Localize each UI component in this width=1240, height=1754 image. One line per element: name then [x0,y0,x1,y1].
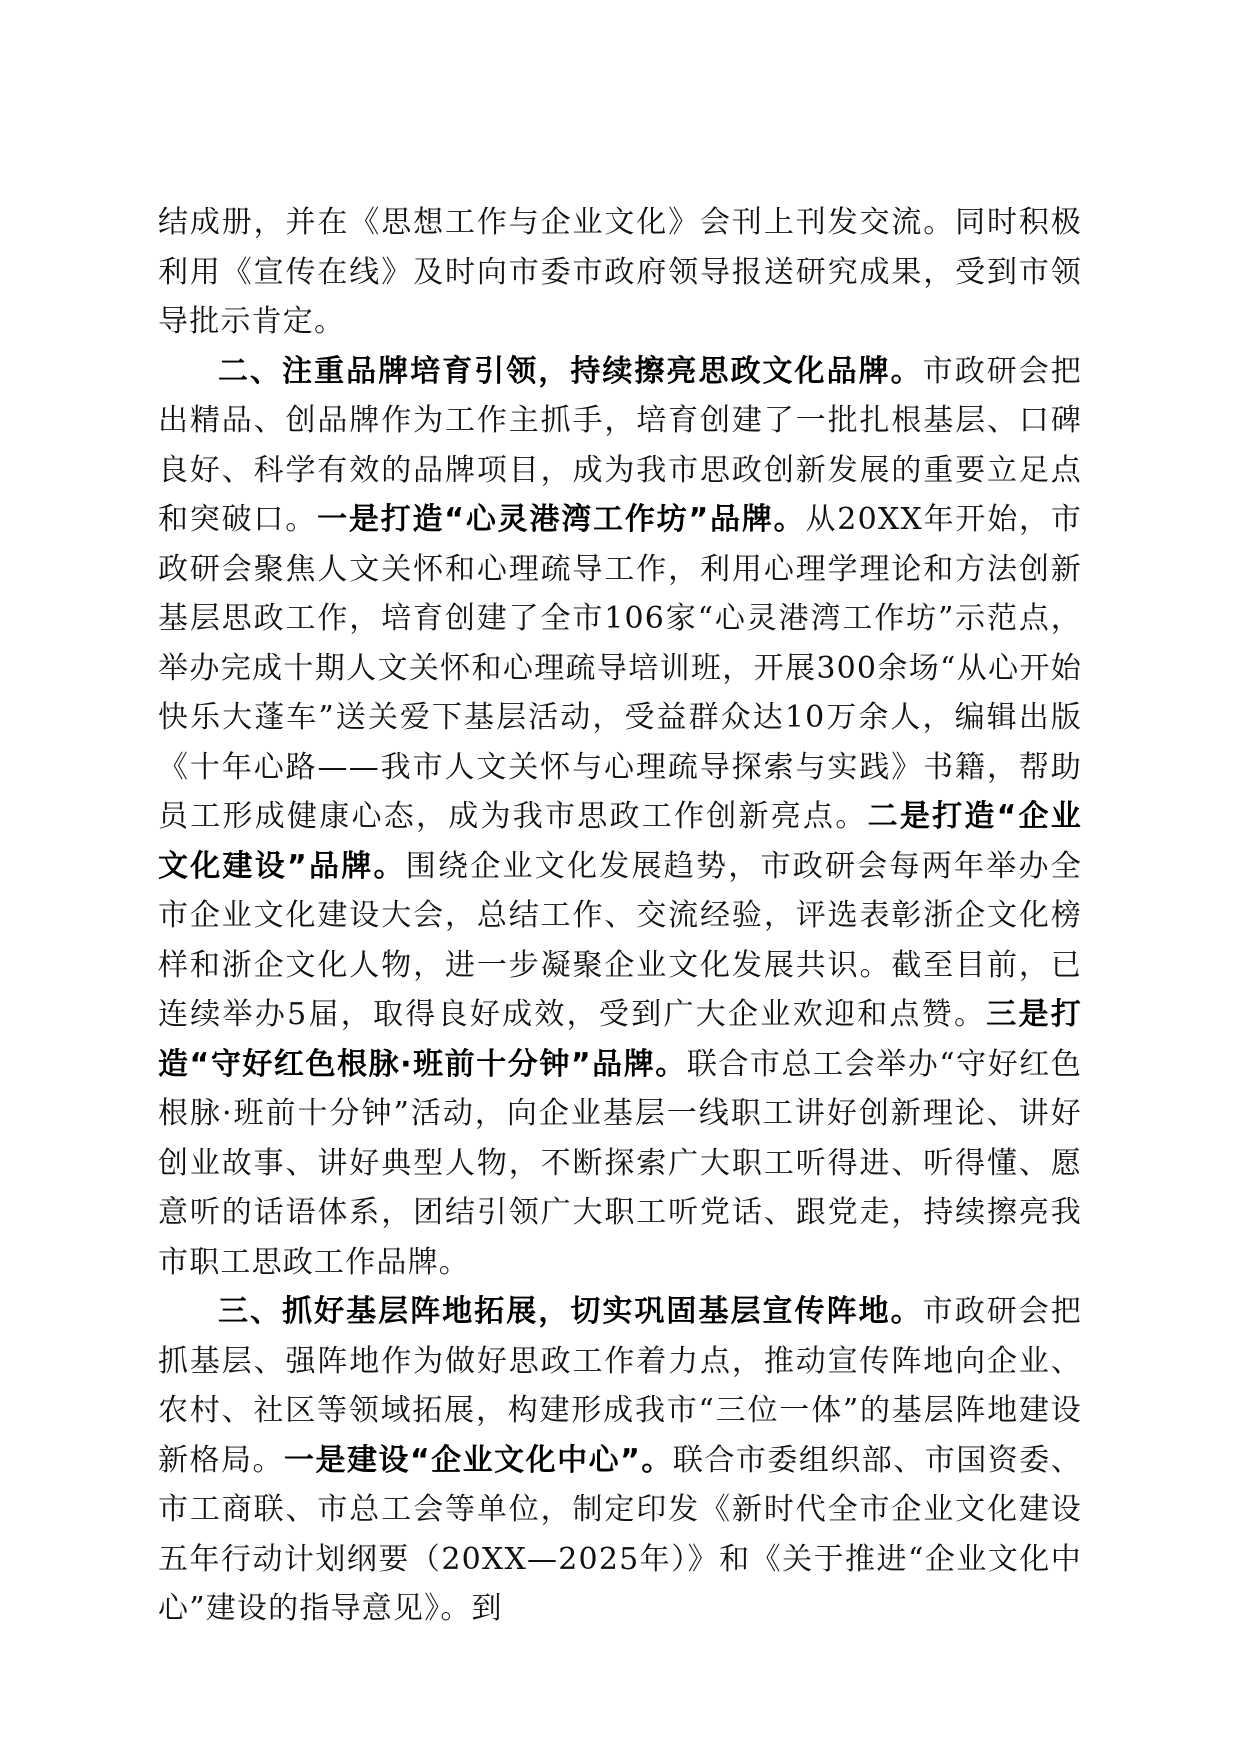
section-2-item-1-title: 一是打造“心灵港湾工作坊”品牌。 [317,502,806,537]
section-2-item-2-text: 围绕企业文化发展趋势，市政研会每两年举办全市企业文化建设大会，总结工作、交流经验，评选表彰浙企文化榜样和浙企文化人物，进一步凝聚企业文化发展共识。截至目前，已连续举办5届，取得良好成效，受到广大企业欢迎和点赞。 [158,848,1082,1032]
section-2-item-3-title: 三是打造“守好红色根脉·班前十分钟”品牌。 [158,997,1082,1082]
section-2-heading: 二、注重品牌培育引领，持续擦亮思政文化品牌。 [218,353,923,389]
paragraph-continuation [158,198,1082,347]
paragraph-1-text: 结成册，并在《思想工作与企业文化》会刊上刊发交流。同时积极利用《宣传在线》及时向市委市政府领导报送研究成果，受到市领导批示肯定。 [158,205,1082,339]
section-2-item-1-text: 从20XX年开始，市政研会聚焦人文关怀和心理疏导工作，利用心理学理论和方法创新基层思政工作，培育创建了全市106家“心灵港湾工作坊”示范点，举办完成十期人文关怀和心理疏导培训班，开展300余场“从心开始 快乐大蓬车”送关爱下基层活动，受益群众达10万余人，编辑出版《十年心路——我市人文关怀与心理疏导探索与实践》书籍，帮助员工形成健康心态，成为我市思政工作创新亮点。 [158,502,1083,834]
section-3-intro: 市政研会把抓基层、强阵地作为做好思政工作着力点，推动宣传阵地向企业、农村、社区等领域拓展，构建形成我市“三位一体”的基层阵地建设新格局。 [158,1294,1082,1478]
section-3-heading: 三、抓好基层阵地拓展，切实巩固基层宣传阵地。 [218,1294,923,1329]
section-2-item-2-title: 二是打造“企业文化建设”品牌。 [158,799,1082,884]
section-3-item-1-text: 联合市委组织部、市国资委、市工商联、市总工会等单位，制定印发《新时代全市企业文化建设五年行动计划纲要（20XX—2025年）》和《关于推进“企业文化中心”建设的指导意见》。到 [158,1442,1082,1626]
document-body [158,198,1082,1634]
section-2-intro: 市政研会把出精品、创品牌作为工作主抓手，培育创建了一批扎根基层、口碑良好、科学有效的品牌项目，成为我市思政创新发展的重要立足点和突破口。 [158,353,1082,537]
section-2-paragraph [158,347,1082,1288]
section-2-item-3-text: 联合市总工会举办“守好红色根脉·班前十分钟”活动，向企业基层一线职工讲好创新理论、讲好创业故事、讲好典型人物，不断探索广大职工听得进、听得懂、愿意听的话语体系，团结引领广大职工听党话、跟党走，持续擦亮我市职工思政工作品牌。 [158,1046,1082,1280]
section-3-paragraph [158,1287,1082,1634]
section-3-item-1-title: 一是建设“企业文化中心”。 [283,1442,673,1478]
